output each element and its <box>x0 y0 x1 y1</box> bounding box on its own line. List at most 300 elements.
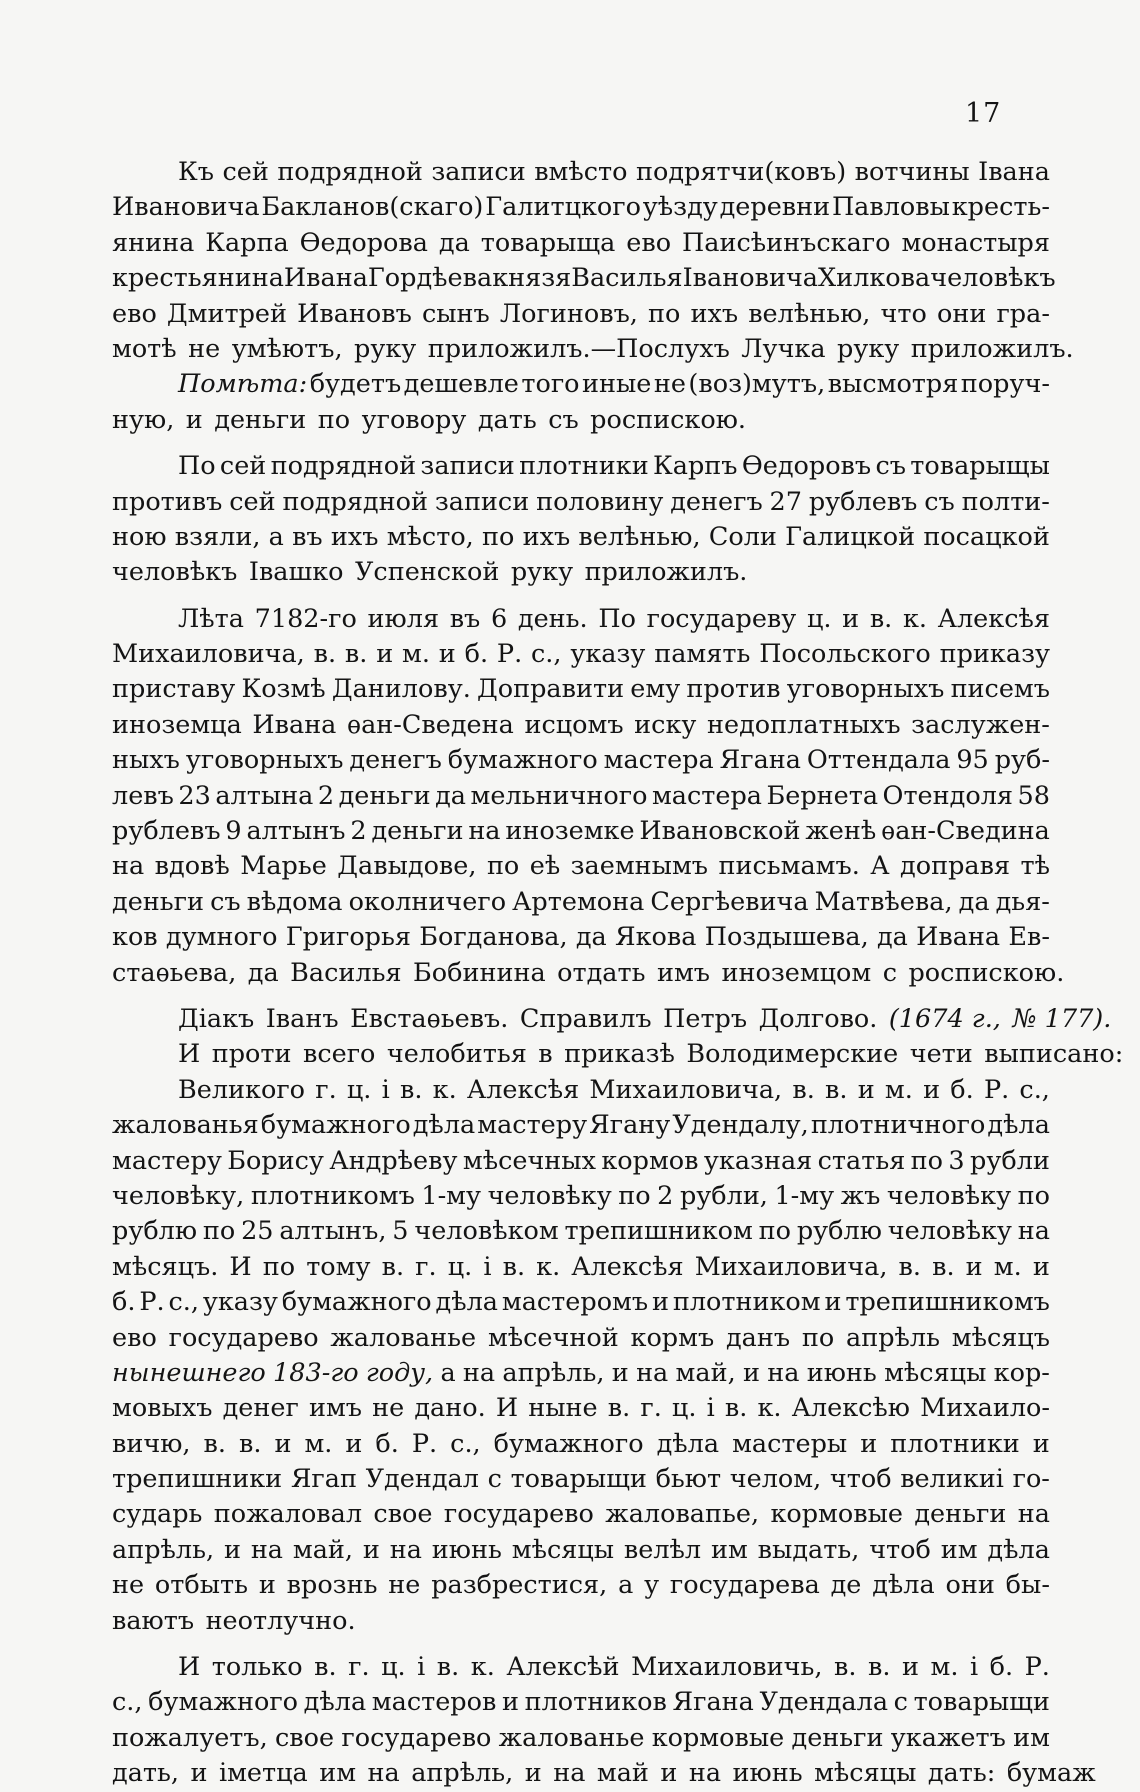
word: б. <box>950 1074 974 1105</box>
word: ихъ <box>522 521 571 552</box>
word: Данилову. <box>331 674 471 705</box>
text-line <box>112 1179 1050 1214</box>
word: плотничного <box>810 1110 986 1141</box>
word: на <box>767 1357 800 1388</box>
word: Івановича <box>682 263 819 294</box>
word: мѣсечных <box>462 1145 596 1176</box>
word: государеву <box>646 603 797 634</box>
word: уговорныхъ <box>786 674 945 705</box>
word: 95 <box>956 745 989 776</box>
word: 23 <box>178 780 211 811</box>
word: кор- <box>993 1357 1050 1388</box>
word: вмѣсто <box>534 157 628 187</box>
word: сей <box>222 157 269 187</box>
word: сынъ <box>421 298 490 329</box>
word: бумажного <box>447 745 598 776</box>
word: сей <box>229 486 276 517</box>
word: по <box>262 1251 296 1282</box>
word: выписано: <box>984 1039 1124 1070</box>
word: в. <box>869 603 893 634</box>
word: кресть- <box>951 192 1050 223</box>
word: отдать <box>557 957 646 988</box>
word: Р. <box>496 639 523 670</box>
word: велѣнью, <box>578 521 701 552</box>
word: государево <box>443 1499 594 1530</box>
word: чети <box>909 1039 973 1070</box>
word: роспискою. <box>908 957 1065 988</box>
word: деньги <box>112 886 205 917</box>
paragraph <box>112 1073 1050 1639</box>
word: Петръ <box>663 1003 748 1034</box>
paragraph <box>112 449 1050 591</box>
word: всего <box>302 1039 376 1070</box>
word: проти <box>211 1039 292 1070</box>
word: а <box>440 1357 456 1388</box>
word: Доправити <box>477 674 625 705</box>
word: с <box>882 957 898 988</box>
word: ему <box>630 674 681 705</box>
word: май, <box>675 1357 736 1388</box>
word: не <box>388 1570 421 1601</box>
word: мѣсяцы <box>814 1758 917 1789</box>
word: и <box>651 1287 669 1318</box>
word: Удендал <box>365 1464 479 1495</box>
word: деньги <box>371 816 464 847</box>
word: денегъ <box>349 745 442 776</box>
word: и <box>923 1074 941 1105</box>
word: Василья <box>290 957 402 988</box>
word: жъ <box>840 1180 881 1211</box>
word: бумажного <box>281 1287 432 1318</box>
word: і <box>417 1652 426 1683</box>
word: мѣсяцы <box>884 1357 987 1388</box>
word: в. <box>203 1428 226 1459</box>
word: Логиновъ, <box>499 298 638 329</box>
word: да <box>247 957 279 988</box>
word: мотѣ <box>112 333 177 364</box>
word: и <box>345 1428 363 1459</box>
word: по <box>758 1216 792 1247</box>
word: посацкой <box>923 521 1050 552</box>
word: июнь <box>431 1534 502 1565</box>
word: Михаиловича, <box>694 1251 888 1282</box>
text-line <box>112 1462 1050 1497</box>
word: по <box>482 521 515 552</box>
word: Посольского <box>759 639 931 670</box>
word: ною <box>112 521 167 552</box>
text-line <box>112 920 1050 955</box>
text-line <box>112 332 1074 367</box>
word: и <box>660 1758 678 1789</box>
word: подрядной <box>277 157 423 187</box>
word: ц. <box>447 1251 473 1282</box>
word: левъ <box>112 780 174 811</box>
word: Бернета <box>766 780 879 811</box>
word: они <box>945 1570 995 1601</box>
word: взяли, <box>174 521 261 552</box>
word: в. <box>381 1251 405 1282</box>
text-line <box>112 885 1050 920</box>
word: и <box>362 1534 380 1565</box>
word: дья- <box>995 886 1050 917</box>
word: съ <box>924 486 955 517</box>
word: Долгово. <box>758 1003 878 1034</box>
word: апрѣль, <box>411 1758 514 1789</box>
word: в. <box>792 1074 815 1105</box>
word: Карпа <box>205 227 289 258</box>
word: что <box>880 298 927 329</box>
text-line <box>112 1685 1050 1720</box>
text-line <box>112 1497 1050 1532</box>
word: приложилъ.—Послухъ <box>427 333 730 364</box>
word: с., <box>450 1428 481 1459</box>
word: крестьянина <box>112 263 284 294</box>
word: статья <box>817 1145 906 1176</box>
word: исцомъ <box>524 709 624 740</box>
paragraph <box>112 1002 1112 1037</box>
word: женѣ <box>805 816 877 847</box>
word: по <box>486 851 520 882</box>
word: приставу <box>112 674 236 705</box>
word: дѣла <box>872 1570 935 1601</box>
word: 25 <box>241 1216 274 1247</box>
word: съ <box>210 886 241 917</box>
word: только <box>211 1652 303 1683</box>
word: ево <box>626 227 672 258</box>
word: го- <box>1012 1464 1050 1495</box>
word: ѳан-Сведина <box>881 816 1050 847</box>
word: нынешнего <box>112 1357 266 1388</box>
word: кормовые <box>770 1499 903 1530</box>
word: рублю <box>112 1216 198 1247</box>
text-line <box>112 520 1050 555</box>
word: плотники <box>890 1428 1020 1459</box>
word: мѣсяцы <box>511 1534 615 1565</box>
word: чтоб <box>869 1534 931 1565</box>
word: товарыщы <box>910 451 1050 482</box>
word: человѣку <box>887 1216 1012 1247</box>
word: Богданова, <box>419 922 568 953</box>
word: Івана <box>978 157 1050 187</box>
word: указу <box>570 639 646 670</box>
word: Ивановской <box>639 816 801 847</box>
word: подрядной <box>282 486 428 517</box>
word: Алексѣя <box>571 1251 684 1282</box>
word: в. <box>825 1074 848 1105</box>
word: Ивановъ <box>297 298 412 329</box>
text-line <box>112 1391 1050 1426</box>
word: Оттендала <box>806 745 951 776</box>
word: Бакланов(скаго) <box>261 192 484 223</box>
word: рублевъ <box>808 486 918 517</box>
word: жалованья <box>112 1110 259 1141</box>
text-line <box>112 1285 1050 1320</box>
word: съ <box>875 451 906 482</box>
word: ц. <box>381 1652 406 1683</box>
word: неотлучно. <box>205 1605 356 1636</box>
word: году, <box>365 1357 434 1388</box>
word: на <box>468 816 501 847</box>
word: И <box>495 1393 519 1424</box>
text-line <box>112 555 1050 590</box>
word: мельничного <box>470 780 648 811</box>
word: ныхъ <box>112 745 180 776</box>
word: ц. <box>346 1074 372 1105</box>
word: день. <box>517 603 588 634</box>
word: ево <box>112 298 157 329</box>
word: алтынъ <box>246 816 346 847</box>
word: и <box>824 1287 842 1318</box>
word: 183-го <box>273 1357 359 1388</box>
word: Р. <box>1024 1652 1050 1683</box>
word: на <box>636 1357 669 1388</box>
word: велѣл <box>623 1534 702 1565</box>
word: врознь <box>286 1570 378 1601</box>
word: подрятчи(ковъ) <box>635 157 847 187</box>
text-line <box>112 1108 1050 1143</box>
word: им <box>710 1534 748 1565</box>
word: мѣсечной <box>487 1322 619 1353</box>
word: трепишником <box>564 1216 753 1247</box>
word: поруч- <box>960 369 1050 400</box>
word: И <box>178 1039 201 1070</box>
word: Борису <box>227 1145 324 1176</box>
text-line <box>112 672 1050 707</box>
word: дѣла <box>987 1110 1050 1141</box>
word: руб- <box>994 745 1050 776</box>
word: ков <box>112 922 158 953</box>
word: Лучка <box>741 333 826 364</box>
word: Михаило- <box>920 1393 1050 1424</box>
word: Ѳедорова <box>299 227 428 258</box>
word: Сергѣевича <box>650 886 809 917</box>
word: и <box>274 1428 292 1459</box>
word: Григорья <box>285 922 411 953</box>
word: и <box>376 639 394 670</box>
word: мастеромъ <box>501 1287 649 1318</box>
text-line <box>112 1037 1124 1072</box>
paragraph <box>112 1650 1096 1792</box>
word: подрядной <box>270 451 417 482</box>
word: б. <box>464 639 489 670</box>
word: Михаиловича, <box>112 639 305 670</box>
word: чтоб <box>829 1464 892 1495</box>
word: дѣла <box>987 1534 1050 1565</box>
text-line <box>112 779 1050 814</box>
word: денег <box>222 1393 299 1424</box>
word: Соли <box>708 521 777 552</box>
word: Ягану <box>589 1110 671 1141</box>
word: думного <box>165 922 278 953</box>
word: деньги <box>214 404 307 435</box>
word: и <box>501 1687 519 1718</box>
text-line <box>112 297 1050 332</box>
word: жаловапье, <box>605 1499 760 1530</box>
word: деньги <box>791 1722 884 1753</box>
word: в. <box>239 1428 262 1459</box>
text-line <box>112 1568 1050 1603</box>
word: і <box>706 1393 715 1424</box>
word: дать: <box>927 1758 996 1789</box>
word: и <box>857 1074 875 1105</box>
word: май, <box>292 1534 354 1565</box>
paragraph <box>112 155 1074 367</box>
word: с <box>487 1464 502 1495</box>
word: рублю <box>796 1216 882 1247</box>
word: им <box>319 1758 357 1789</box>
word: к. <box>536 1251 561 1282</box>
word: июля <box>367 603 440 634</box>
page-number: 17 <box>965 98 1002 129</box>
word: писемъ <box>950 674 1050 705</box>
word: указу <box>202 1287 278 1318</box>
word: и <box>223 1534 241 1565</box>
word: уѣзду <box>642 192 718 223</box>
word: Артемона <box>512 886 645 917</box>
word: Евстаѳьевъ. <box>350 1003 509 1034</box>
word: рублевъ <box>112 816 221 847</box>
word: в. <box>932 1251 955 1282</box>
word: ихъ <box>330 521 379 552</box>
text-line <box>112 814 1050 849</box>
word: г. <box>415 1251 437 1282</box>
word: на <box>250 1534 284 1565</box>
word: бумажного <box>260 1110 411 1141</box>
word: записи <box>420 451 515 482</box>
word: у <box>644 1570 660 1601</box>
word: монастыря <box>901 227 1050 258</box>
word: и <box>742 1357 760 1388</box>
word: Матвѣева, <box>814 886 953 917</box>
word: мѣсяцъ <box>951 1322 1050 1353</box>
word: человѣку, <box>112 1180 245 1211</box>
word: Къ <box>178 157 214 187</box>
word: им <box>1013 1722 1050 1753</box>
word: и <box>258 1570 276 1601</box>
word: Алексѣя <box>466 1074 580 1105</box>
word: иноземцом <box>721 957 872 988</box>
word: к. <box>470 1652 495 1683</box>
word: на <box>688 1758 722 1789</box>
text-line <box>112 956 1065 991</box>
word: государево <box>341 1722 492 1753</box>
word: товарыща <box>480 227 616 258</box>
word: записи <box>431 157 526 187</box>
word: околничего <box>348 886 507 917</box>
word: в. <box>399 1074 423 1105</box>
word: г. <box>640 1393 662 1424</box>
word: плотникомъ <box>250 1180 415 1211</box>
word: 2 <box>350 816 367 847</box>
text-line <box>112 1604 1050 1639</box>
word: алтынъ, <box>279 1216 387 1247</box>
word: мѣсто, <box>386 521 474 552</box>
word: Удендала <box>759 1687 889 1718</box>
text-line <box>112 1533 1050 1568</box>
word: заемнымъ <box>570 851 709 882</box>
word: половину <box>536 486 664 517</box>
word: і <box>483 1251 492 1282</box>
word: Паисѣинъскаго <box>682 227 891 258</box>
word: в. <box>834 1652 857 1683</box>
word: свое <box>275 1722 335 1753</box>
word: 58 <box>1017 780 1050 811</box>
word: государево <box>168 1322 319 1353</box>
text-line <box>112 367 1050 402</box>
word: мѣсяцъ. <box>112 1251 219 1282</box>
word: бы- <box>1005 1570 1050 1601</box>
paragraph <box>112 602 1065 991</box>
word: По <box>598 603 636 634</box>
word: мовыхъ <box>112 1393 213 1424</box>
word: в. <box>344 639 368 670</box>
word: выдать, <box>757 1534 860 1565</box>
word: а <box>618 1570 634 1601</box>
word: б. <box>989 1652 1014 1683</box>
word: деревни <box>719 192 831 223</box>
word: и <box>524 1758 542 1789</box>
word: ныне <box>528 1393 598 1424</box>
word: трепишникомъ <box>845 1287 1050 1318</box>
word: май <box>596 1758 649 1789</box>
word: недоплатныхъ <box>707 709 901 740</box>
word: м. <box>884 1074 913 1105</box>
word: алтына <box>215 780 314 811</box>
word: Якова <box>615 922 697 953</box>
word: иноземца <box>112 709 242 740</box>
word: Ивана <box>252 709 337 740</box>
word: укажетъ <box>890 1722 1006 1753</box>
word: плотником <box>672 1287 821 1318</box>
word: по <box>648 298 681 329</box>
word: съ <box>548 404 579 435</box>
word: против <box>686 674 781 705</box>
word: на <box>389 1534 422 1565</box>
word: Отендоля <box>882 780 1013 811</box>
word: в. <box>898 1251 922 1282</box>
word: Галицкой <box>785 521 916 552</box>
word: в. <box>313 639 337 670</box>
word: і <box>969 1652 979 1683</box>
word: Галитцкого <box>485 192 641 223</box>
text-line <box>112 190 1050 225</box>
text-line <box>112 1321 1050 1356</box>
word: пожаловал <box>213 1499 363 1530</box>
text-line <box>112 1721 1050 1756</box>
text-line <box>112 1144 1050 1179</box>
word: гра- <box>996 298 1050 329</box>
word: товарыщи <box>913 1687 1050 1718</box>
word: Діакъ <box>178 1003 255 1034</box>
word: свое <box>373 1499 433 1530</box>
word: Іванъ <box>265 1003 339 1034</box>
word: 6 <box>490 603 508 634</box>
word: человѣком <box>414 1216 559 1247</box>
word: они <box>936 298 987 329</box>
word: дѣла <box>435 1287 498 1318</box>
word: Алексѣю <box>791 1393 911 1424</box>
word: к. <box>902 603 927 634</box>
word: да <box>575 922 607 953</box>
word: с., <box>168 1287 199 1318</box>
word: в <box>538 1039 553 1070</box>
word: апрѣль, <box>112 1534 215 1565</box>
word: вѣдома <box>246 886 343 917</box>
word: разбрестися, <box>431 1570 608 1601</box>
word: янина <box>112 227 195 258</box>
word: ихъ <box>690 298 739 329</box>
word: и <box>842 603 860 634</box>
